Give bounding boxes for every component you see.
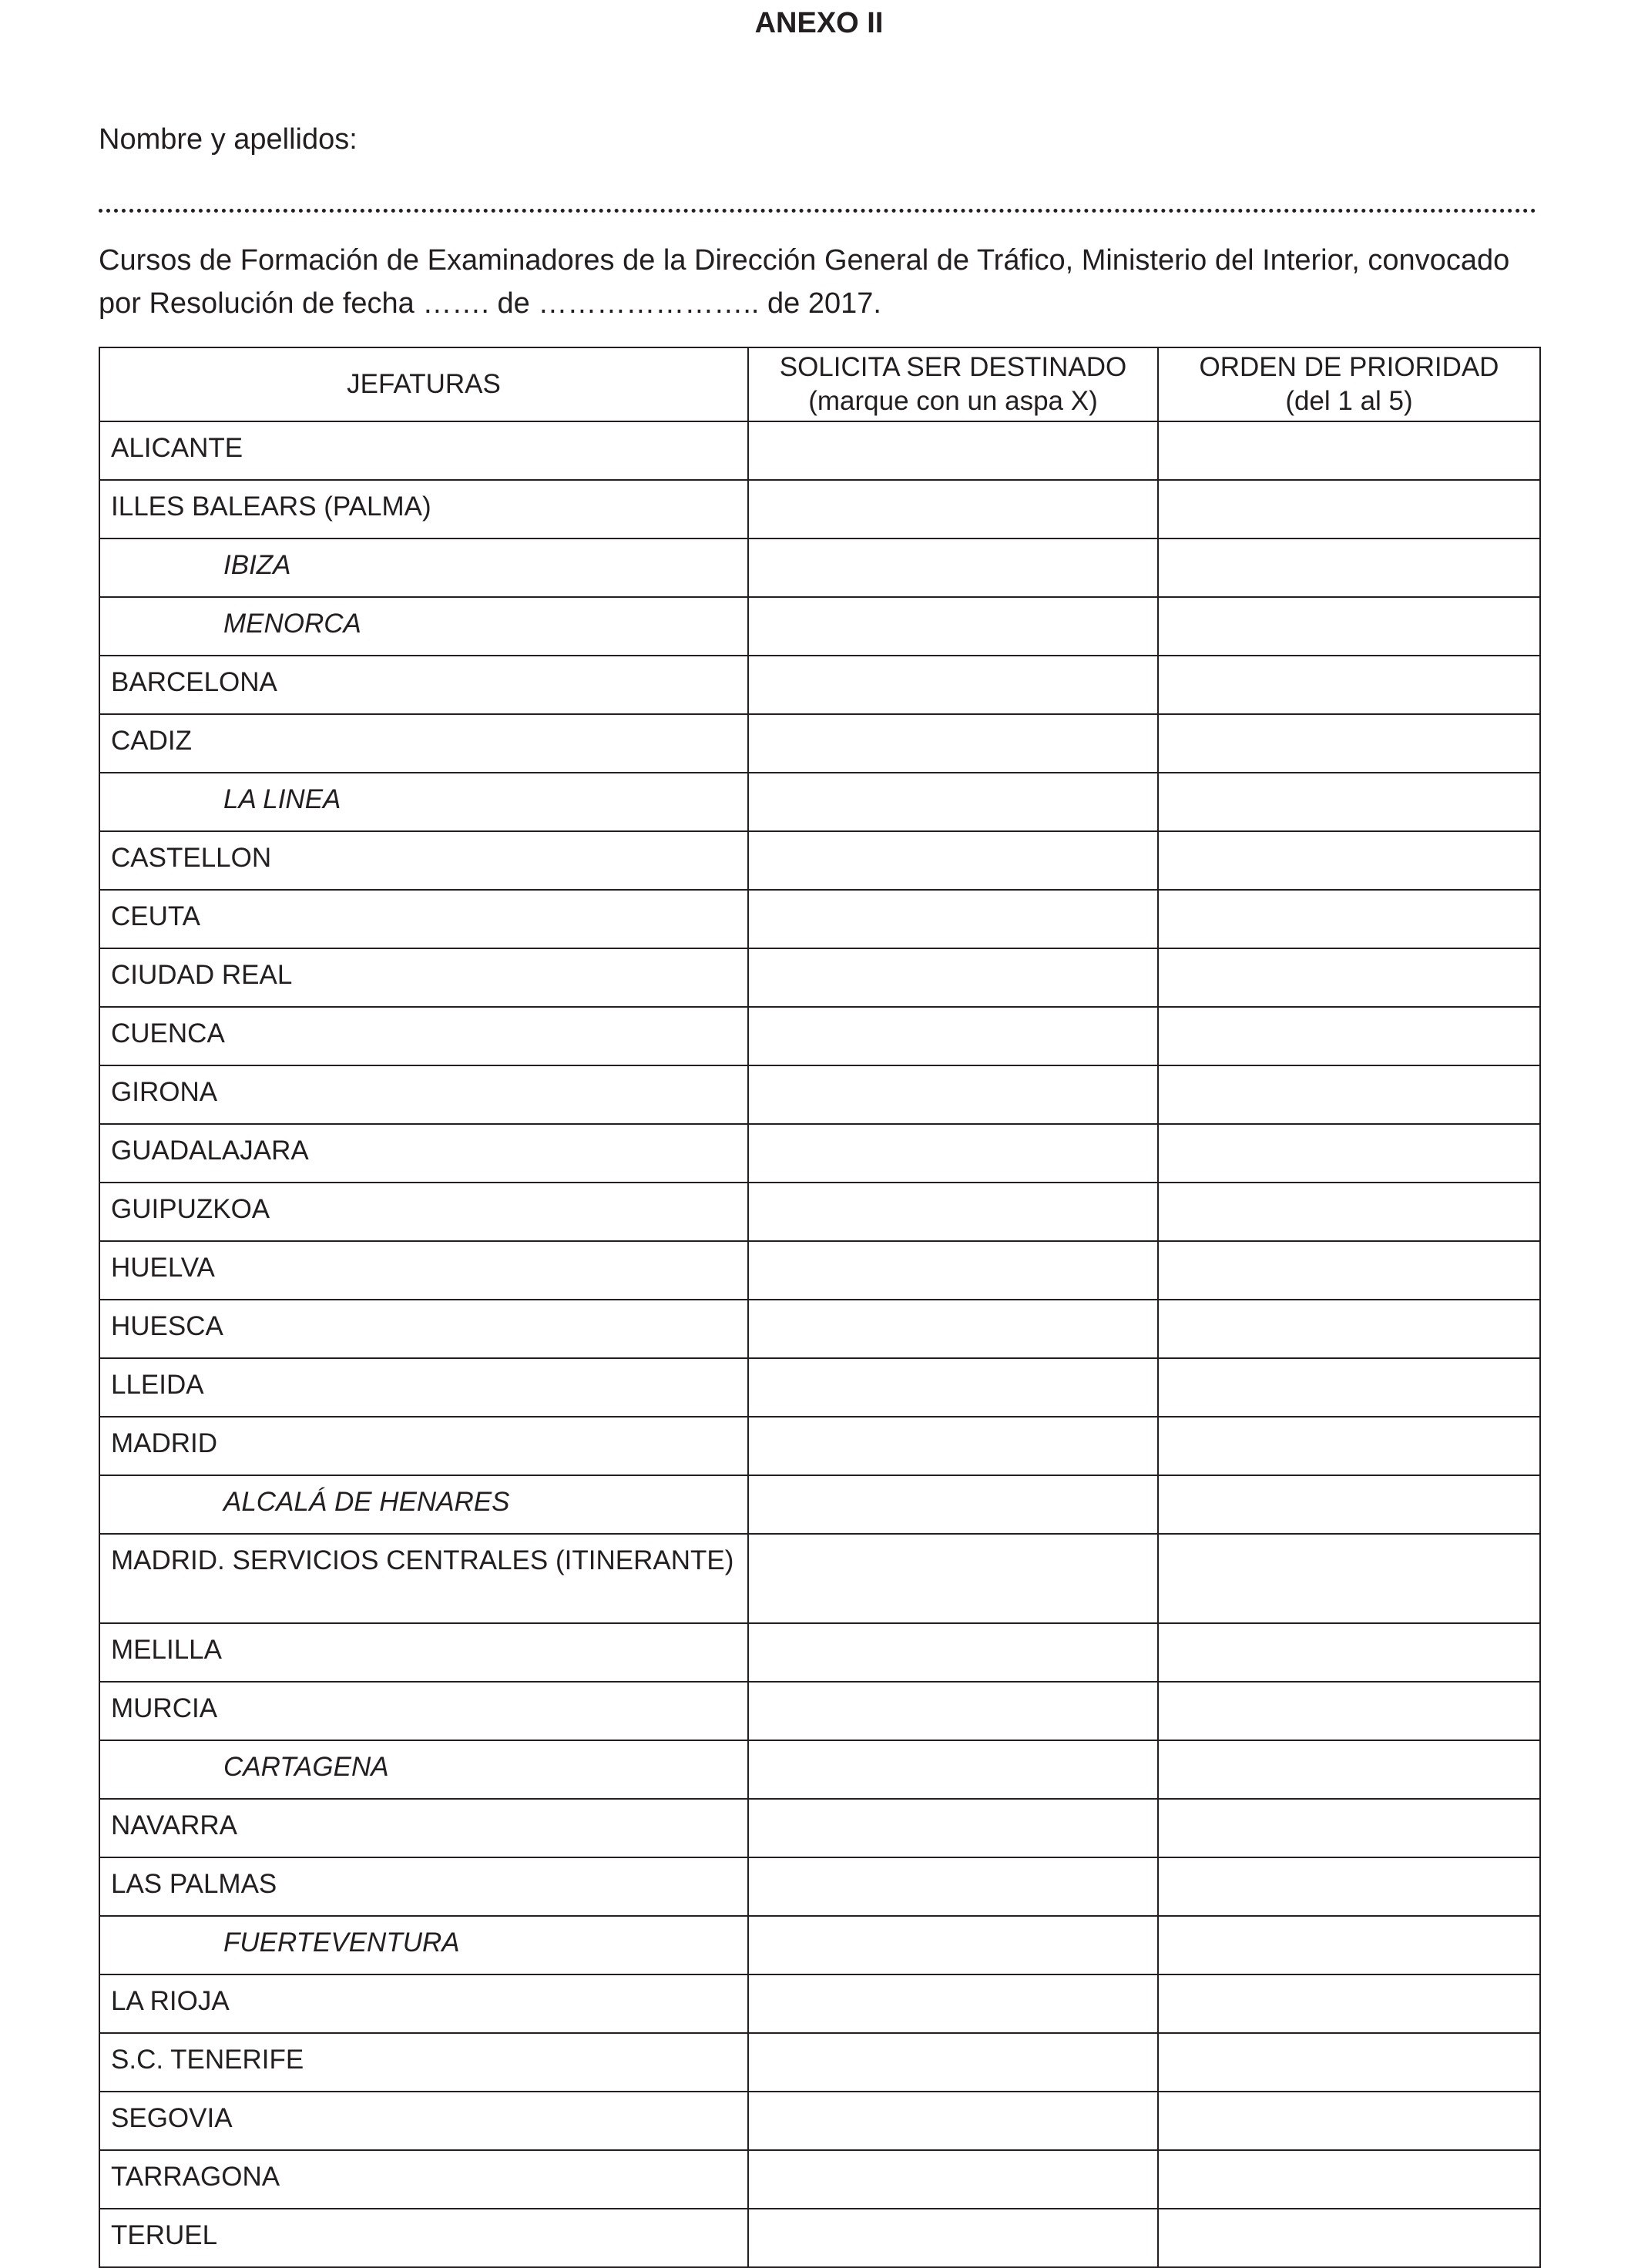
table-row [99,1007,1540,1065]
prioridad-cell[interactable] [1158,2209,1540,2267]
header-jefaturas [99,347,748,421]
table-row [99,1417,1540,1475]
solicita-cell[interactable] [748,1358,1158,1417]
table-row [99,597,1540,656]
prioridad-cell[interactable] [1158,948,1540,1007]
solicita-cell[interactable] [748,2209,1158,2267]
table-row [99,2209,1540,2267]
jefatura-name: GUIPUZKOA [99,1183,748,1241]
solicita-cell[interactable] [748,1124,1158,1183]
table-row [99,1916,1540,1974]
prioridad-cell[interactable] [1158,714,1540,773]
table-row [99,1065,1540,1124]
table-row [99,1740,1540,1799]
prioridad-cell[interactable] [1158,597,1540,656]
table-row [99,948,1540,1007]
table-row [99,1124,1540,1183]
jefatura-name: LA LINEA [99,773,748,831]
jefatura-name: LA RIOJA [99,1974,748,2033]
table-row [99,773,1540,831]
prioridad-cell[interactable] [1158,538,1540,597]
jefatura-name: CUENCA [99,1007,748,1065]
header-prioridad-line1: ORDEN DE PRIORIDAD [1199,352,1499,382]
jefatura-name: MADRID. SERVICIOS CENTRALES (ITINERANTE) [99,1534,748,1623]
jefatura-name: SEGOVIA [99,2092,748,2150]
table-row [99,1358,1540,1417]
table-row [99,890,1540,948]
prioridad-cell[interactable] [1158,2033,1540,2092]
prioridad-cell[interactable] [1158,831,1540,890]
jefatura-name: MURCIA [99,1682,748,1740]
header-solicita-line2: (marque con un aspa X) [808,386,1098,416]
solicita-cell[interactable] [748,2092,1158,2150]
prioridad-cell[interactable] [1158,1065,1540,1124]
table-row [99,1623,1540,1682]
jefaturas-table [99,347,1541,2268]
table-row [99,2033,1540,2092]
solicita-cell[interactable] [748,1916,1158,1974]
prioridad-cell[interactable] [1158,480,1540,538]
jefatura-name: NAVARRA [99,1799,748,1857]
solicita-cell[interactable] [748,773,1158,831]
table-row [99,2092,1540,2150]
prioridad-cell[interactable] [1158,1740,1540,1799]
solicita-cell[interactable] [748,480,1158,538]
jefatura-name: CIUDAD REAL [99,948,748,1007]
jefatura-name: ILLES BALEARS (PALMA) [99,480,748,538]
prioridad-cell[interactable] [1158,1682,1540,1740]
prioridad-cell[interactable] [1158,1300,1540,1358]
jefatura-name: MENORCA [99,597,748,656]
table-row [99,1974,1540,2033]
table-row [99,656,1540,714]
solicita-cell[interactable] [748,1300,1158,1358]
table-row [99,831,1540,890]
solicita-cell[interactable] [748,831,1158,890]
prioridad-cell[interactable] [1158,1417,1540,1475]
jefatura-name: CASTELLON [99,831,748,890]
solicita-cell[interactable] [748,948,1158,1007]
solicita-cell[interactable] [748,421,1158,480]
jefatura-name: CADIZ [99,714,748,773]
jefatura-name: MELILLA [99,1623,748,1682]
solicita-cell[interactable] [748,1241,1158,1300]
solicita-cell[interactable] [748,2150,1158,2209]
jefatura-name: BARCELONA [99,656,748,714]
jefatura-name: HUESCA [99,1300,748,1358]
solicita-cell[interactable] [748,1623,1158,1682]
prioridad-cell[interactable] [1158,1799,1540,1857]
jefatura-name: GIRONA [99,1065,748,1124]
prioridad-cell[interactable] [1158,656,1540,714]
table-row [99,1682,1540,1740]
prioridad-cell[interactable] [1158,421,1540,480]
table-row [99,1799,1540,1857]
prioridad-cell[interactable] [1158,1857,1540,1916]
table-row [99,1534,1540,1623]
jefatura-name: MADRID [99,1417,748,1475]
prioridad-cell[interactable] [1158,1534,1540,1623]
jefatura-name: LLEIDA [99,1358,748,1417]
prioridad-cell[interactable] [1158,1183,1540,1241]
prioridad-cell[interactable] [1158,1916,1540,1974]
prioridad-cell[interactable] [1158,1241,1540,1300]
table-row [99,1857,1540,1916]
table-row [99,538,1540,597]
header-prioridad-line2: (del 1 al 5) [1285,386,1413,416]
prioridad-cell[interactable] [1158,1007,1540,1065]
jefatura-name: ALCALÁ DE HENARES [99,1475,748,1534]
table-row [99,1300,1540,1358]
prioridad-cell[interactable] [1158,1974,1540,2033]
solicita-cell[interactable] [748,1065,1158,1124]
table-row [99,480,1540,538]
name-label: Nombre y apellidos: [99,123,357,156]
solicita-cell[interactable] [748,890,1158,948]
solicita-cell[interactable] [748,1183,1158,1241]
solicita-cell[interactable] [748,1534,1158,1623]
header-solicita [748,347,1158,421]
header-jefaturas-label: JEFATURAS [347,369,501,399]
table-row [99,714,1540,773]
solicita-cell[interactable] [748,597,1158,656]
jefatura-name: LAS PALMAS [99,1857,748,1916]
prioridad-cell[interactable] [1158,2150,1540,2209]
solicita-cell[interactable] [748,2033,1158,2092]
intro-paragraph: Cursos de Formación de Examinadores de la Dirección General de Tráfico, Ministerio del Interior, convocado por Resolución de fecha ……. de ………………….. de 2017. [99,244,1510,320]
header-prioridad [1158,347,1540,421]
solicita-cell[interactable] [748,538,1158,597]
prioridad-cell[interactable] [1158,890,1540,948]
solicita-cell[interactable] [748,1740,1158,1799]
prioridad-cell[interactable] [1158,773,1540,831]
table-row [99,2150,1540,2209]
prioridad-cell[interactable] [1158,1623,1540,1682]
solicita-cell[interactable] [748,714,1158,773]
jefatura-name: CARTAGENA [99,1740,748,1799]
name-fill-line[interactable] [99,185,1536,213]
table-header-row [99,347,1540,421]
jefatura-name: CEUTA [99,890,748,948]
solicita-cell[interactable] [748,1417,1158,1475]
table-row [99,421,1540,480]
jefatura-name: ALICANTE [99,421,748,480]
jefatura-name: TARRAGONA [99,2150,748,2209]
jefatura-name: GUADALAJARA [99,1124,748,1183]
prioridad-cell[interactable] [1158,1124,1540,1183]
table-row [99,1475,1540,1534]
solicita-cell[interactable] [748,1799,1158,1857]
jefatura-name: S.C. TENERIFE [99,2033,748,2092]
table-body [99,421,1540,2267]
solicita-cell[interactable] [748,1475,1158,1534]
solicita-cell[interactable] [748,1974,1158,2033]
header-solicita-line1: SOLICITA SER DESTINADO [779,352,1127,382]
jefatura-name: IBIZA [99,538,748,597]
solicita-cell[interactable] [748,1682,1158,1740]
prioridad-cell[interactable] [1158,1358,1540,1417]
solicita-cell[interactable] [748,656,1158,714]
prioridad-cell[interactable] [1158,1475,1540,1534]
solicita-cell[interactable] [748,1857,1158,1916]
table-row [99,1241,1540,1300]
jefatura-name: FUERTEVENTURA [99,1916,748,1974]
jefatura-name: HUELVA [99,1241,748,1300]
jefatura-name: TERUEL [99,2209,748,2267]
prioridad-cell[interactable] [1158,2092,1540,2150]
table-row [99,1183,1540,1241]
annex-title: ANEXO II [754,7,884,39]
solicita-cell[interactable] [748,1007,1158,1065]
